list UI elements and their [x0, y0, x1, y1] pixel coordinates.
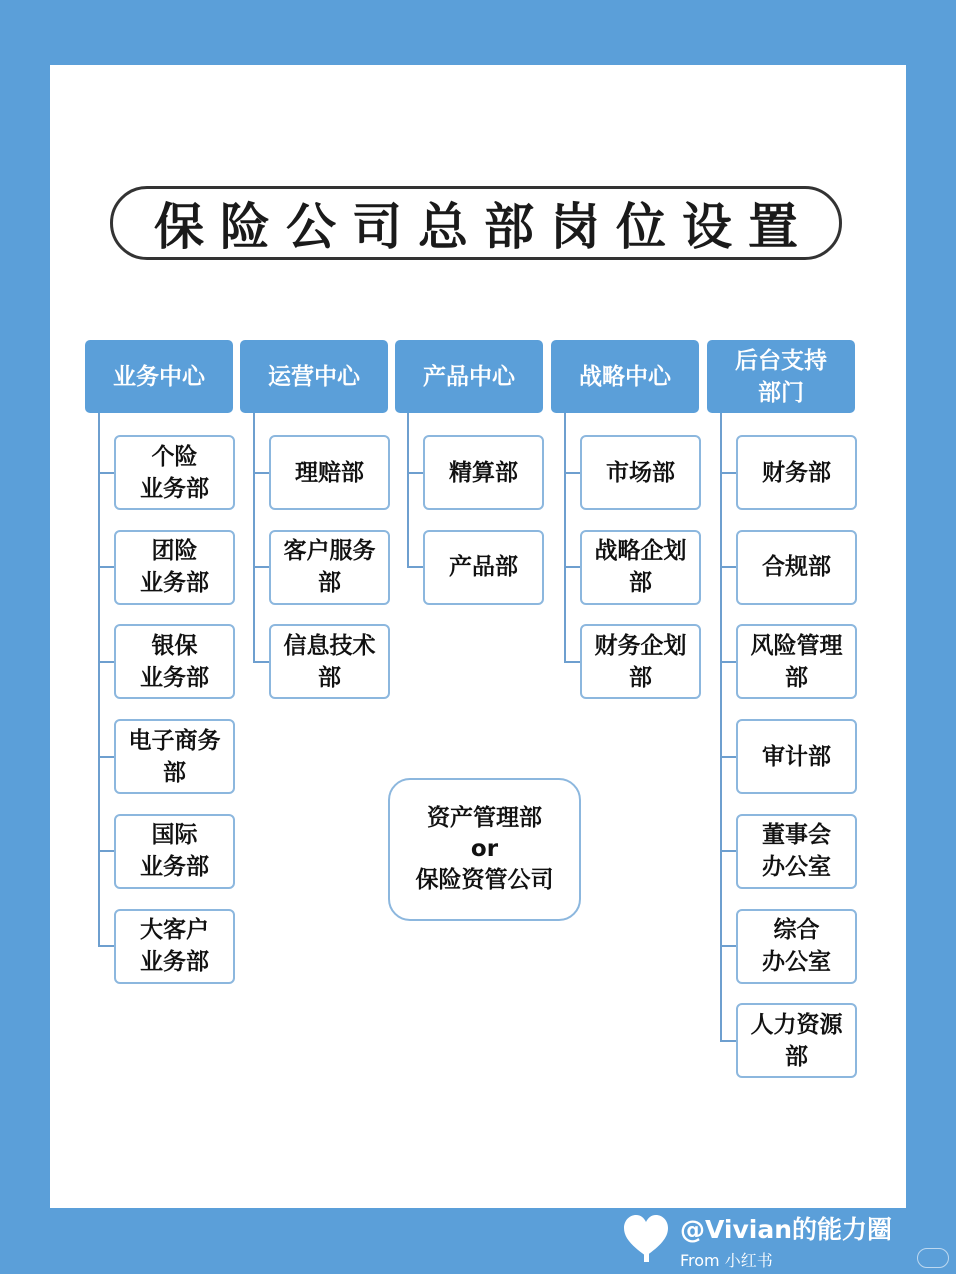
connector-branch [720, 661, 736, 663]
department-label: 团险 业务部 [140, 538, 209, 597]
department-box [580, 530, 701, 605]
connector-branch [720, 566, 736, 568]
connector-branch [98, 756, 114, 758]
department-label: 个险 业务部 [140, 443, 209, 502]
connector-branch [98, 472, 114, 474]
department-label: 风险管理 部 [750, 632, 843, 691]
department-box [114, 624, 235, 699]
department-label: 董事会 办公室 [762, 822, 831, 881]
connector-branch [720, 945, 736, 947]
department-label: 审计部 [762, 743, 831, 770]
heart-logo-icon [622, 1212, 670, 1264]
department-box [114, 719, 235, 794]
page-title: 保险公司总部岗位设置 [154, 197, 814, 256]
column-header-3 [395, 340, 543, 413]
connector-branch [253, 472, 269, 474]
connector-branch [98, 566, 114, 568]
connector-branch [720, 850, 736, 852]
connector-trunk [407, 413, 409, 567]
department-box [736, 814, 857, 889]
department-label: 战略企划 部 [594, 538, 687, 597]
department-box [736, 909, 857, 984]
department-label: 精算部 [449, 459, 518, 486]
department-box [114, 909, 235, 984]
department-box [736, 435, 857, 510]
department-box [580, 435, 701, 510]
asset-line-3: 保险资管公司 [415, 867, 554, 893]
department-label: 大客户 业务部 [140, 917, 209, 975]
connector-branch [253, 661, 269, 663]
department-label: 人力资源 部 [750, 1011, 843, 1070]
connector-branch [564, 472, 580, 474]
department-box [114, 530, 235, 605]
column-header-label: 后台支持 部门 [735, 347, 827, 406]
connector-branch [564, 661, 580, 663]
department-label: 合规部 [762, 554, 831, 581]
department-box [736, 719, 857, 794]
department-box [736, 624, 857, 699]
connector-branch [407, 566, 423, 568]
column-header-5 [707, 340, 855, 413]
department-label: 客户服务 部 [283, 538, 376, 597]
connector-branch [564, 566, 580, 568]
watermark-source: From 小红书 [680, 1251, 773, 1270]
department-label: 产品部 [449, 554, 518, 581]
department-box [269, 624, 390, 699]
column-header-1 [85, 340, 233, 413]
department-label: 国际 业务部 [140, 822, 209, 881]
column-header-label: 业务中心 [113, 363, 205, 390]
connector-branch [253, 566, 269, 568]
department-label: 市场部 [606, 459, 675, 486]
column-header-2 [240, 340, 388, 413]
connector-branch [98, 661, 114, 663]
asset-line-2: or [470, 836, 499, 862]
department-box [736, 530, 857, 605]
connector-branch [720, 1040, 736, 1042]
asset-line-1: 资产管理部 [427, 805, 542, 831]
connector-branch [720, 472, 736, 474]
department-label: 财务部 [762, 459, 831, 486]
column-header-label: 战略中心 [579, 363, 671, 390]
asset-management-box [388, 778, 581, 921]
column-header-4 [551, 340, 699, 413]
department-box [114, 814, 235, 889]
connector-branch [407, 472, 423, 474]
department-box [269, 435, 390, 510]
connector-trunk [253, 413, 255, 662]
department-box [269, 530, 390, 605]
department-label: 电子商务 部 [128, 727, 221, 786]
connector-branch [720, 756, 736, 758]
department-label: 信息技术 部 [283, 632, 376, 691]
column-header-label: 产品中心 [423, 363, 515, 390]
watermark-badge [917, 1248, 949, 1268]
department-label: 银保 业务部 [140, 632, 209, 691]
title-banner [110, 186, 842, 260]
department-label: 财务企划 部 [594, 632, 687, 691]
connector-branch [98, 945, 114, 947]
column-header-label: 运营中心 [268, 363, 360, 390]
department-label: 综合 办公室 [762, 917, 831, 975]
department-box [580, 624, 701, 699]
department-box [736, 1003, 857, 1078]
connector-trunk [98, 413, 100, 946]
department-box [423, 435, 544, 510]
connector-trunk [564, 413, 566, 662]
watermark-handle: @Vivian的能力圈 [680, 1215, 893, 1244]
department-box [423, 530, 544, 605]
connector-branch [98, 850, 114, 852]
department-label: 理赔部 [295, 459, 364, 486]
department-box [114, 435, 235, 510]
